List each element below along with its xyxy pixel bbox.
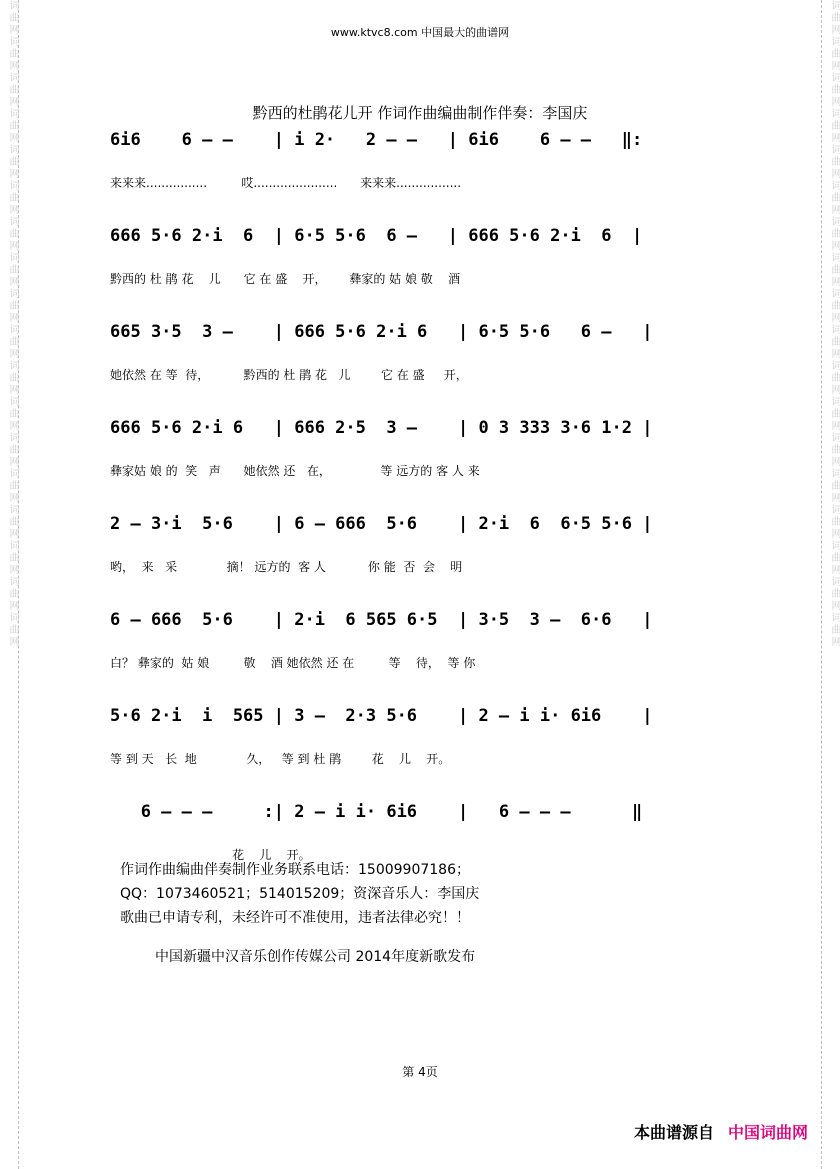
score-row: [110, 610, 760, 690]
source-credit: [634, 1120, 808, 1143]
site-header[interactable]: www.ktvc8.com 中国最大的曲谱网: [330, 26, 510, 39]
score-row: [110, 418, 760, 498]
lyrics-line: 白？ 彝家的 姑 娘 敬 酒 她依然 还 在 等 待， 等 你: [110, 656, 476, 670]
notation-line: 6i6 6 – – | i 2· 2 – – | 6i6 6 – – ‖:: [110, 130, 643, 150]
lyrics-line: 她依然 在 等 待， 黔西的 杜 鹃 花 儿 它 在 盛 开，: [110, 368, 468, 382]
source-brand[interactable]: 中国词曲网: [727, 1123, 808, 1142]
copyright-line: 歌曲已申请专利，未经许可不准使用，违者法律必究！！: [120, 910, 470, 926]
lyrics-line: 来来来................ 哎...................... 来来来.................: [110, 176, 462, 190]
watermark-right: 词曲网词曲网词曲网词曲网词曲网词曲网词曲网词曲网词曲网词曲网词曲网词曲网词曲网词曲网词曲网词曲网词曲网词曲网: [829, 0, 840, 648]
notation-line: 2 – 3·i 5·6 | 6 – 666 5·6 | 2·i 6 6·5 5·6 |: [110, 514, 653, 534]
notation-line: 5·6 2·i i 565 | 3 – 2·3 5·6 | 2 – i i· 6i6 |: [110, 706, 653, 726]
lyrics-line: 彝家姑 娘 的 笑 声 她依然 还 在， 等 远方的 客 人 来: [110, 464, 480, 478]
score-row: [110, 322, 760, 402]
notation-line: 6 – 666 5·6 | 2·i 6 565 6·5 | 3·5 3 – 6·6 |: [110, 610, 653, 630]
qq-line: QQ：1073460521；514015209；资深音乐人：李国庆: [120, 886, 480, 902]
song-title: 黔西的杜鹃花儿开 作词作曲编曲制作伴奏：李国庆: [252, 104, 588, 122]
notation-line: 666 5·6 2·i 6 | 6·5 5·6 6 – | 666 5·6 2·i 6 |: [110, 226, 643, 246]
lyrics-line: 等 到 天 长 地 久， 等 到 杜 鹃 花 儿 开。: [110, 752, 451, 766]
lyrics-line: 花 儿 开。: [110, 848, 311, 862]
notation-line: 6 – – – :| 2 – i i· 6i6 | 6 – – – ‖: [110, 802, 643, 822]
score-row: [110, 514, 760, 594]
score-row: [110, 226, 760, 306]
company-line: 中国新疆中汉音乐创作传媒公司 2014年度新歌发布: [155, 949, 476, 965]
watermark-left: 词曲网词曲网词曲网词曲网词曲网词曲网词曲网词曲网词曲网词曲网词曲网词曲网词曲网词曲网词曲网词曲网词曲网词曲网: [7, 0, 18, 648]
lyrics-line: 哟， 来 采 摘！ 远方的 客 人 你 能 否 会 明: [110, 560, 463, 574]
notation-line: 665 3·5 3 – | 666 5·6 2·i 6 | 6·5 5·6 6 – |: [110, 322, 653, 342]
score-row: [110, 130, 760, 210]
contact-line: 作词作曲编曲伴奏制作业务联系电话：15009907186；: [120, 862, 470, 878]
page-number: 第 4页: [402, 1065, 438, 1079]
lyrics-line: 黔西的 杜 鹃 花 儿 它 在 盛 开， 彝家的 姑 娘 敬 酒: [110, 272, 461, 286]
source-prefix: 本曲谱源自: [633, 1123, 714, 1142]
notation-line: 666 5·6 2·i 6 | 666 2·5 3 – | 0 3 333 3·6 1·2 |: [110, 418, 653, 438]
score-row: [110, 706, 760, 786]
